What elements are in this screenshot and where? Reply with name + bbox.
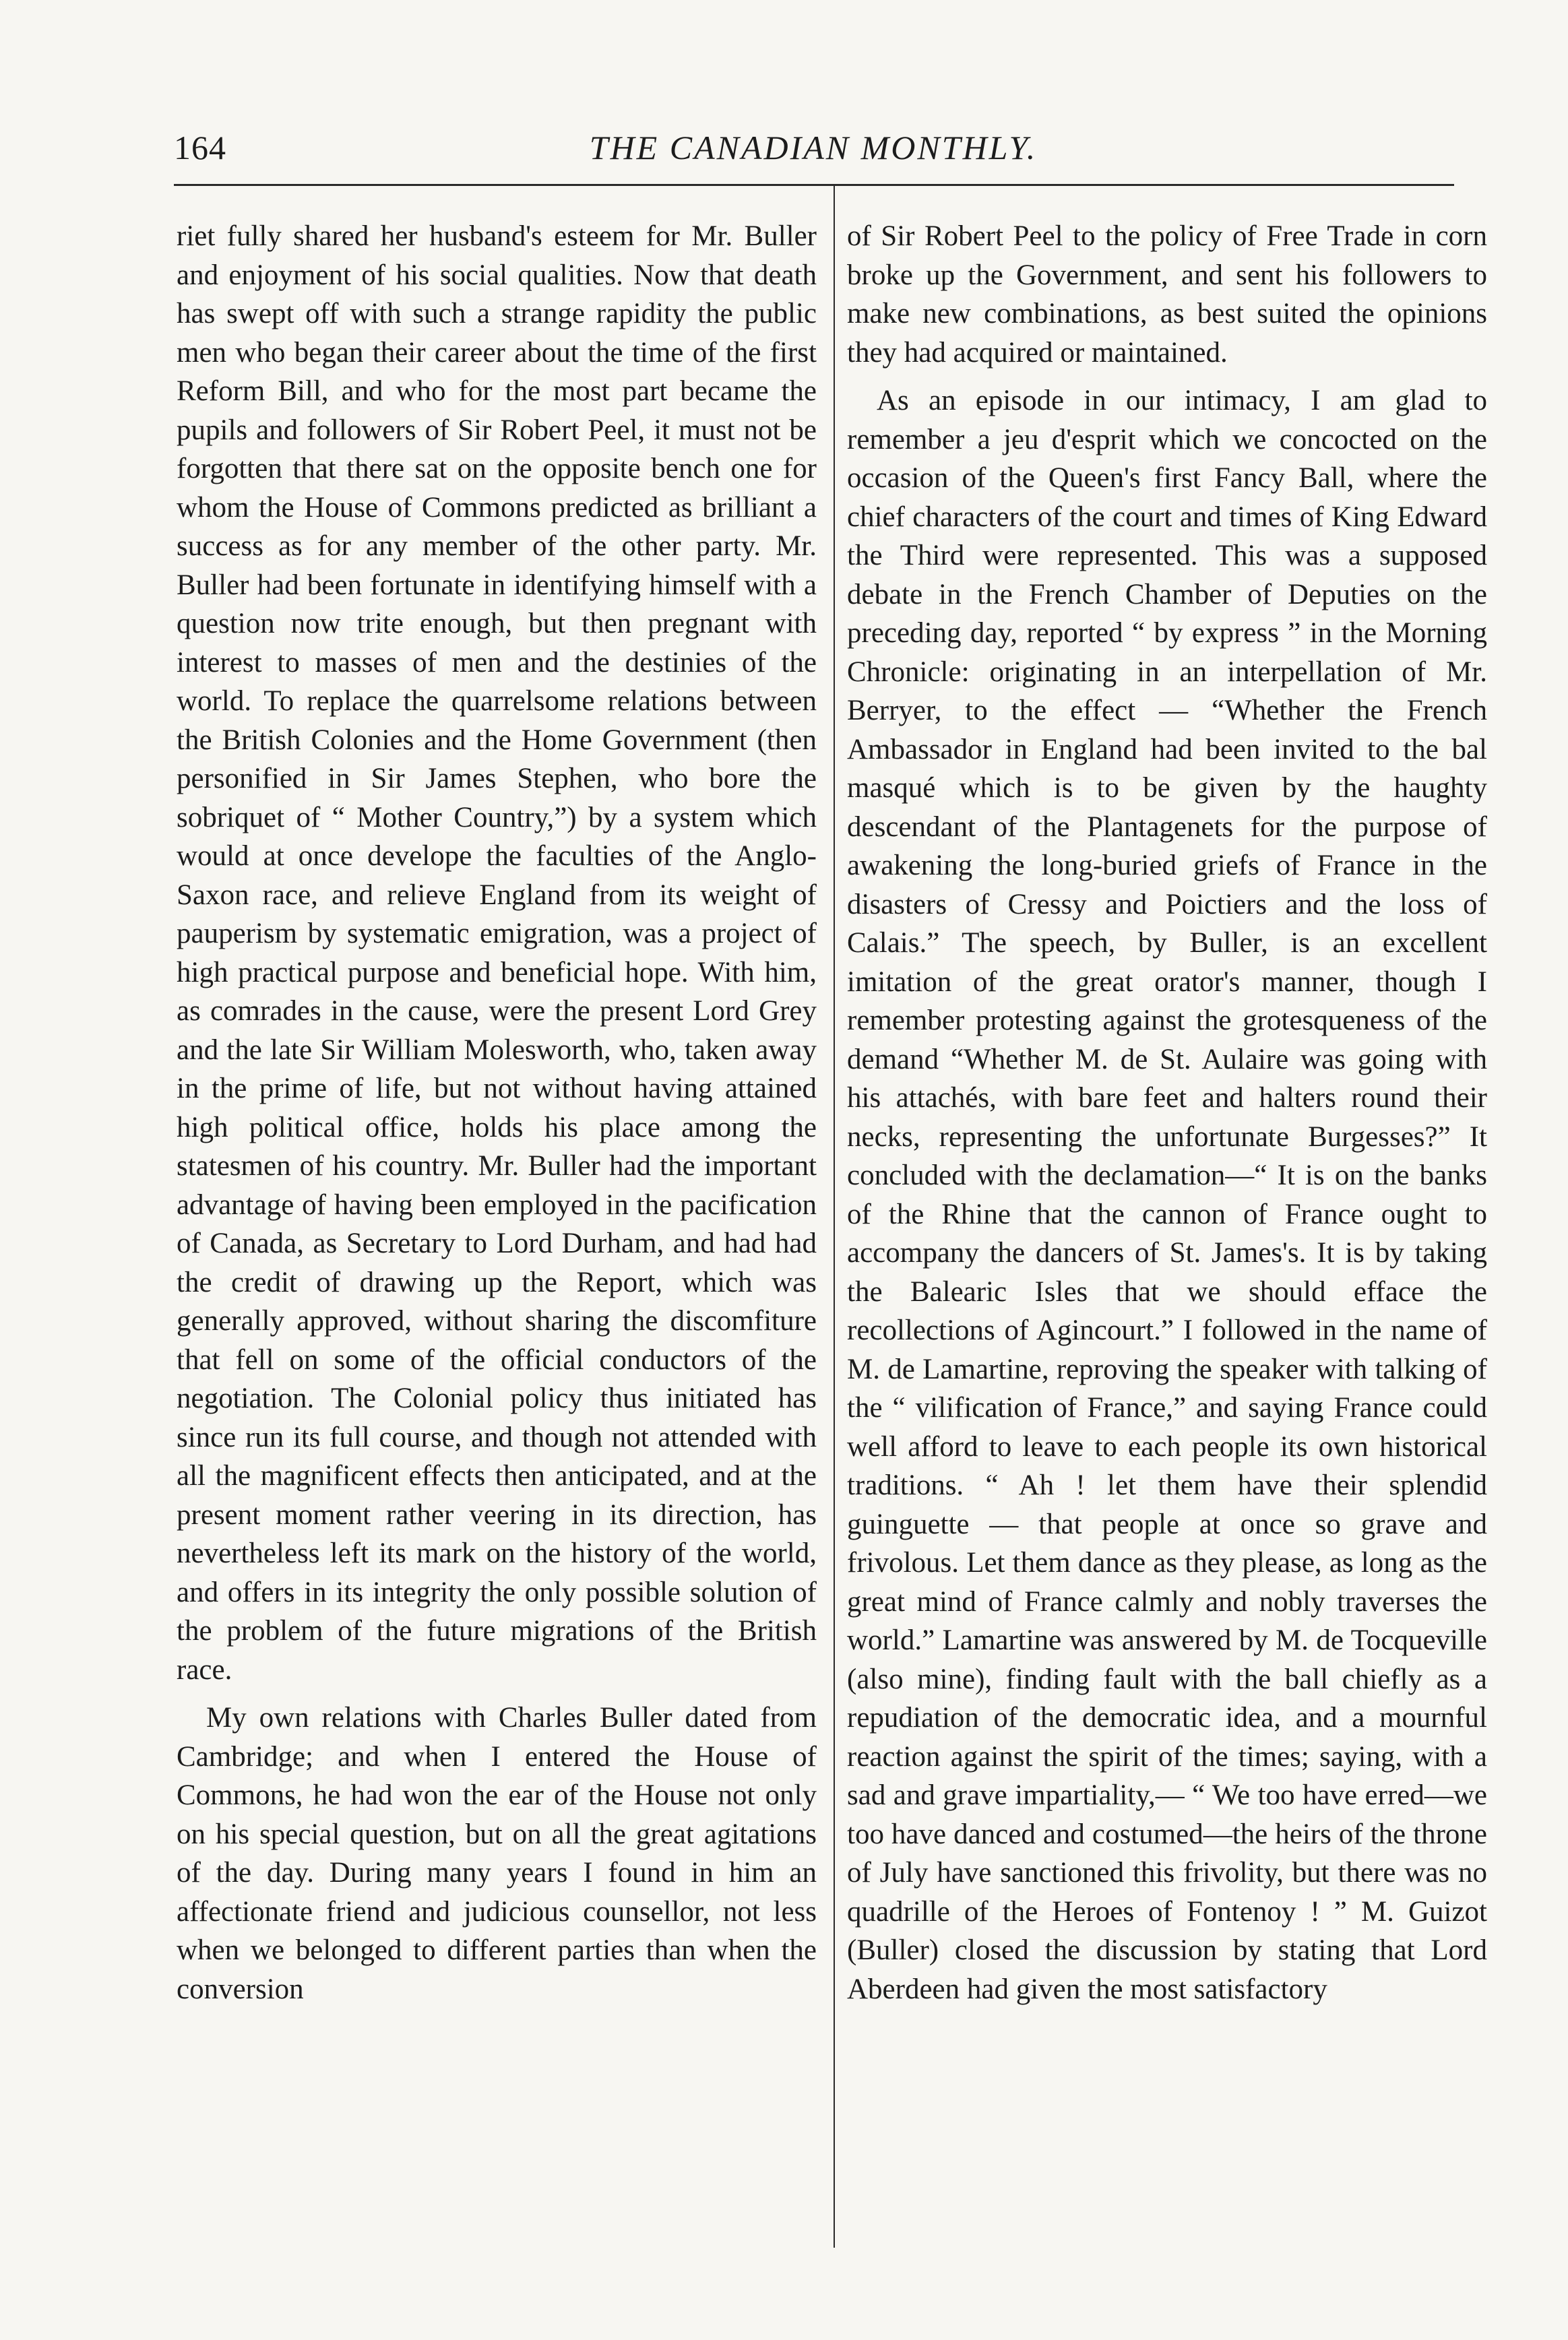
header-rule [174,184,1454,186]
page-number: 164 [174,129,226,166]
page-header [174,128,1453,168]
left-paragraph-2: My own relations with Charles Buller dated from Cambridge; and when I entered the House of Commons, he had won the ear of the House not only on his special question, but on all the great agitations of the day. During many years I found in him an affectionate friend and judicious counsellor, not less when we belonged to different parties than when the conversion [177,1702,817,2005]
right-column [847,217,1487,2009]
left-paragraph-1: riet fully shared her husband's esteem for Mr. Buller and enjoyment of his social qualities. Now that death has swept off with such a strange rapidity the public men who began their career about the time of the first Reform Bill, and who for the most part became the pupils and followers of Sir Robert Peel, it must not be forgotten that there sat on the opposite bench one for whom the House of Commons predicted as brilliant a success as for any member of the other party. Mr. Buller had been fortunate in identifying himself with a question now trite enough, but then pregnant with interest to masses of men and the destinies of the world. To replace the quarrelsome relations between the British Colonies and the Home Government (then personified in Sir James Stephen, who bore the sobriquet of “ Mother Country,”) by a system which would at once develope the faculties of the Anglo-Saxon race, and relieve England from its weight of pauperism by systematic emigration, was a project of high practical purpose and beneficial hope. With him, as comrades in the cause, were the present Lord Grey and the late Sir William Molesworth, who, taken away in the prime of life, but not without having attained high political office, holds his place among the statesmen of his country. Mr. Buller had the important advantage of having been employed in the pacification of Canada, as Secretary to Lord Durham, and had had the credit of drawing up the Report, which was generally approved, without sharing the discomfiture that fell on some of the official conductors of the negotiation. The Colonial policy thus initiated has since run its full course, and though not attended with all the magnificent effects then anticipated, and at the present moment rather veering in its direction, has nevertheless left its mark on the history of the world, and offers in its integrity the only possible solution of the problem of the future migrations of the British race. [177,220,817,1686]
column-divider [834,186,835,2248]
right-paragraph-1: of Sir Robert Peel to the policy of Free Trade in corn broke up the Government, and sent his followers to make new combinations, as best suited the opinions they had acquired or maintained. [847,220,1487,369]
left-column [177,217,817,2009]
running-title: THE CANADIAN MONTHLY. [589,129,1038,166]
right-paragraph-2: As an episode in our intimacy, I am glad to remember a jeu d'esprit which we concocted on the occasion of the Queen's first Fancy Ball, where the chief characters of the court and times of King Edward the Third were represented. This was a supposed debate in the French Chamber of Deputies on the preceding day, reported “ by express ” in the Morning Chronicle: originating in an interpellation of Mr. Berryer, to the effect — “Whether the French Ambassador in England had been invited to the bal masqué which is to be given by the haughty descendant of the Plantagenets for the purpose of awakening the long-buried griefs of France in the disasters of Cressy and Poictiers and the loss of Calais.” The speech, by Buller, is an excellent imitation of the great orator's manner, though I remember protesting against the grotesqueness of the demand “Whether M. de St. Aulaire was going with his attachés, with bare feet and halters round their necks, representing the unfortunate Burgesses?” It concluded with the declamation—“ It is on the banks of the Rhine that the cannon of France ought to accompany the dancers of St. James's. It is by taking the Balearic Isles that we should efface the recollections of Agincourt.” I followed in the name of M. de Lamartine, reproving the speaker with talking of the “ vilification of France,” and saying France could well afford to leave to each people its own historical traditions. “ Ah ! let them have their splendid guinguette — that people at once so grave and frivolous. Let them dance as they please, as long as the great mind of France calmly and nobly traverses the world.” Lamartine was answered by M. de Tocqueville (also mine), finding fault with the ball chiefly as a repudiation of the democratic idea, and a mournful reaction against the spirit of the times; saying, with a sad and grave impartiality,— “ We too have erred—we too have danced and costumed—the heirs of the throne of July have sanctioned this frivolity, but there was no quadrille of the Heroes of Fontenoy ! ” M. Guizot (Buller) closed the discussion by stating that Lord Aberdeen had given the most satisfactory [847,385,1487,2005]
